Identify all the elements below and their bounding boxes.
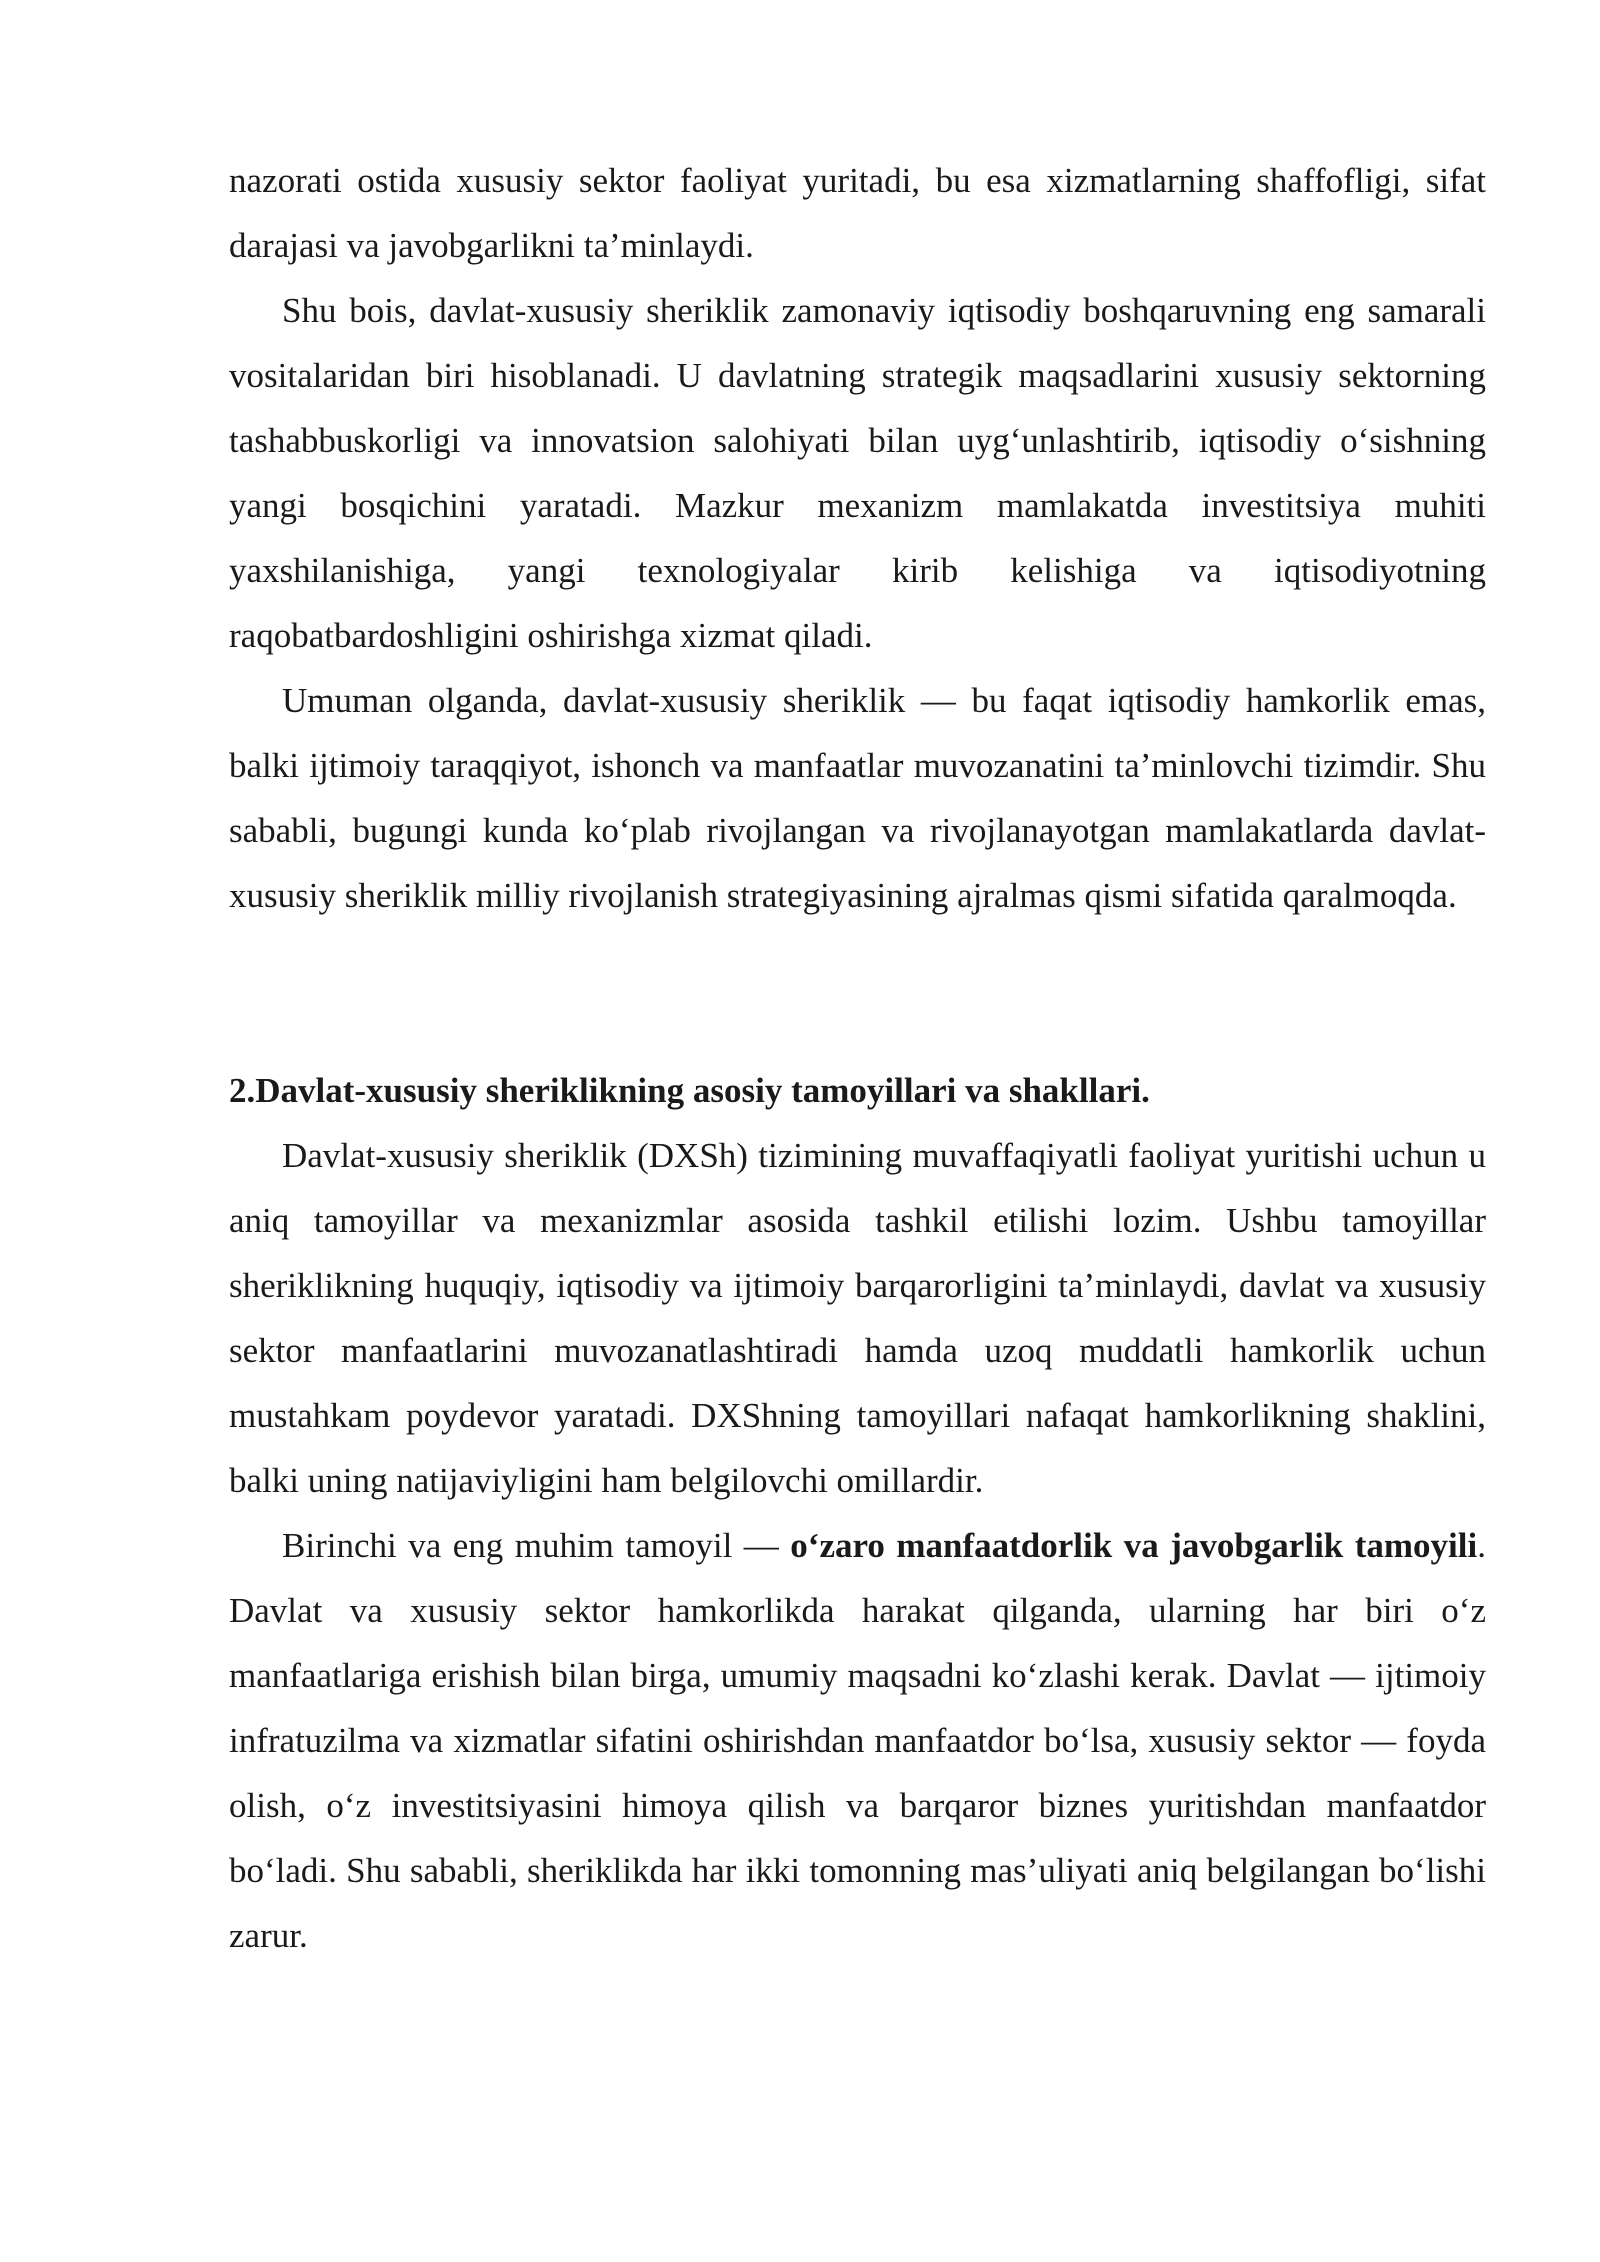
principle-lead-text: Birinchi va eng muhim tamoyil —: [282, 1526, 791, 1565]
paragraph-dxsh-intro: Davlat-xususiy sheriklik (DXSh) tizimining muvaffaqiyatli faoliyat yuritishi uchun u aniq tamoyillar va mexanizmlar asosida tashkil etilishi lozim. Ushbu tamoyillar sheriklikning huquqiy, iqtisodiy va ijtimoiy barqarorligini ta’minlaydi, davlat va xususiy sektor manfaatlarini muvozanatlashtiradi hamda uzoq muddatli hamkorlik uchun mustahkam poydevor yaratadi. DXShning tamoyillari nafaqat hamkorlikning shaklini, balki uning natijaviyligini ham belgilovchi omillardir.: [229, 1136, 1486, 1500]
principle-body-text: . Davlat va xususiy sektor hamkorlikda harakat qilganda, ularning har biri o‘z manfaatlariga erishish bilan birga, umumiy maqsadni ko‘zlashi kerak. Davlat — ijtimoiy infratuzilma va xizmatlar sifatini oshirishdan manfaatdor bo‘lsa, xususiy sektor — foyda olish, o‘z investitsiyasini himoya qilish va barqaror biznes yuritishdan manfaatdor bo‘ladi. Shu sababli, sheriklikda har ikki tomonning mas’uliyati aniq belgilangan bo‘lishi zarur.: [229, 1526, 1486, 1955]
paragraph-umuman-olganda: Umuman olganda, davlat-xususiy sheriklik — bu faqat iqtisodiy hamkorlik emas, balki ijtimoiy taraqqiyot, ishonch va manfaatlar muvozanatini ta’minlovchi tizimdir. Shu sababli, bugungi kunda ko‘plab rivojlangan va rivojlanayotgan mamlakatlarda davlat-xususiy sheriklik milliy rivojlanish strategiyasining ajralmas qismi sifatida qaralmoqda.: [229, 681, 1486, 915]
document-body: [229, 148, 1486, 1968]
paragraph-first-principle: [229, 1513, 1486, 1968]
section-heading: 2.Davlat-xususiy sheriklikning asosiy tamoyillari va shakllari.: [229, 1071, 1150, 1110]
paragraph-shu-bois: Shu bois, davlat-xususiy sheriklik zamonaviy iqtisodiy boshqaruvning eng samarali vositalaridan biri hisoblanadi. U davlatning strategik maqsadlarini xususiy sektorning tashabbuskorligi va innovatsion salohiyati bilan uyg‘unlashtirib, iqtisodiy o‘sishning yangi bosqichini yaratadi. Mazkur mexanizm mamlakatda investitsiya muhiti yaxshilanishiga, yangi texnologiyalar kirib kelishiga va iqtisodiyotning raqobatbardoshligini oshirishga xizmat qiladi.: [229, 291, 1486, 655]
paragraph-continuation: nazorati ostida xususiy sektor faoliyat yuritadi, bu esa xizmatlarning shaffofligi, sifat darajasi va javobgarlikni ta’minlaydi.: [229, 161, 1486, 265]
principle-name: o‘zaro manfaatdorlik va javobgarlik tamoyili: [790, 1526, 1478, 1565]
